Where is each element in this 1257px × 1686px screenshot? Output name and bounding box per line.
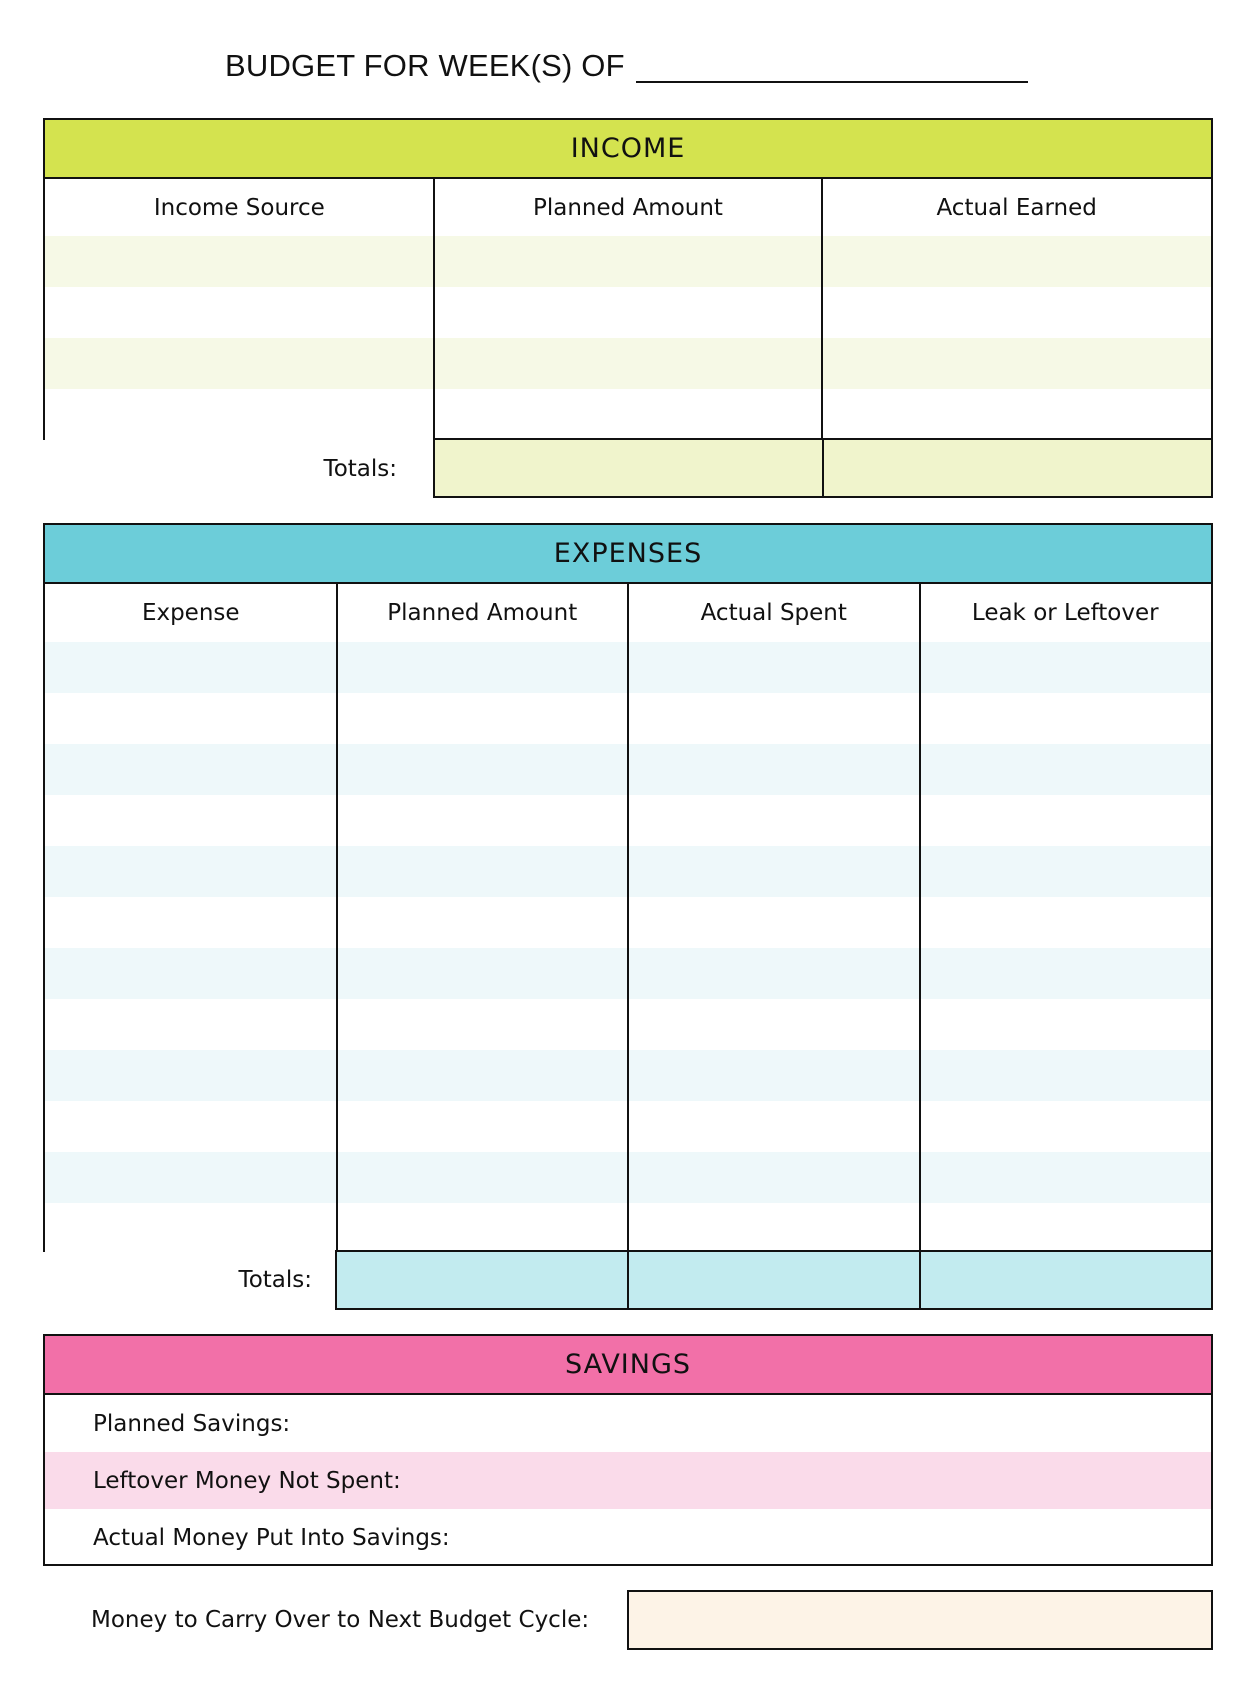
savings-row-label: Leftover Money Not Spent: [93,1467,401,1494]
expenses-totals-planned[interactable] [335,1250,629,1310]
income-totals-actual[interactable] [822,438,1213,498]
expenses-heading: EXPENSES [45,525,1211,584]
income-heading: INCOME [45,120,1211,179]
income-table [43,118,1213,440]
income-row[interactable] [45,287,1211,338]
income-column-header: Actual Earned [936,194,1097,221]
expenses-totals-actual[interactable] [627,1250,921,1310]
savings-row-leftover[interactable] [45,1452,1211,1509]
expenses-column-header: Actual Spent [700,600,847,626]
column-divider [821,179,823,440]
column-divider [627,584,629,1252]
carry-over-label: Money to Carry Over to Next Budget Cycle: [91,1607,590,1633]
expenses-column-header: Expense [141,600,240,626]
savings-table [43,1334,1213,1566]
week-date-field[interactable] [636,81,1028,83]
savings-row-label: Actual Money Put Into Savings: [93,1524,450,1551]
income-column-header: Planned Amount [533,194,723,221]
column-divider [433,179,435,440]
income-column-header: Income Source [153,194,325,221]
savings-heading: SAVINGS [45,1336,1211,1395]
savings-row-label: Planned Savings: [93,1410,291,1437]
column-divider [336,584,338,1252]
income-row[interactable] [45,389,1211,440]
expenses-totals-label: Totals: [238,1267,312,1293]
carry-over-field[interactable] [627,1590,1213,1650]
income-totals-label: Totals: [323,456,397,482]
expenses-table [43,523,1213,1252]
income-totals-planned[interactable] [433,438,824,498]
savings-row-planned[interactable] [45,1395,1211,1452]
expenses-column-header: Planned Amount [387,600,578,626]
column-divider [919,584,921,1252]
expenses-column-header: Leak or Leftover [971,600,1159,626]
page-title: BUDGET FOR WEEK(S) OF [225,48,625,83]
income-row[interactable] [45,338,1211,389]
income-row[interactable] [45,236,1211,287]
savings-row-actual[interactable] [45,1509,1211,1566]
expenses-totals-leak[interactable] [919,1250,1213,1310]
